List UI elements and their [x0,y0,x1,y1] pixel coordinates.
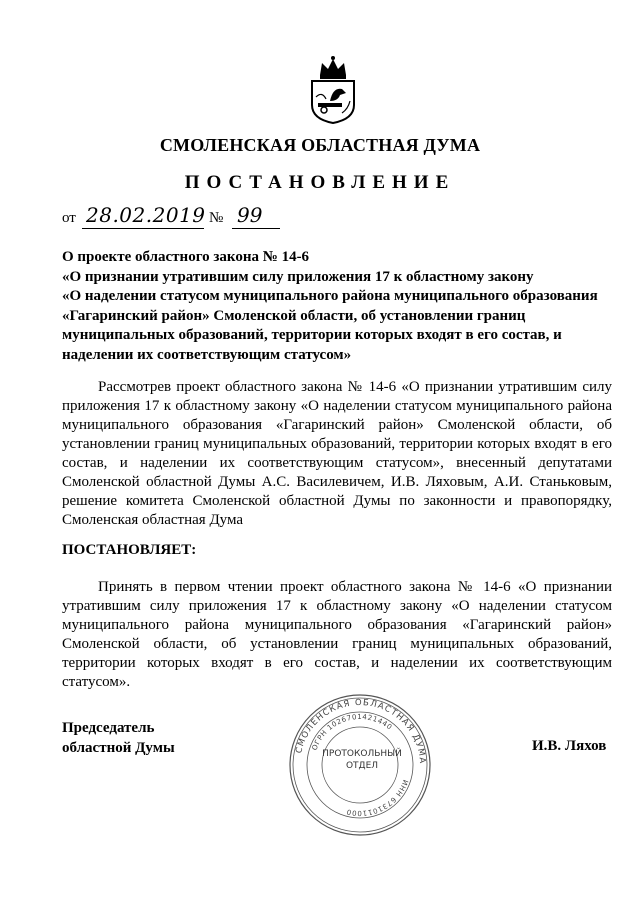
title-line: муниципальных образований, территории которых входят в его состав, и [62,327,562,344]
svg-text:ИНН 6731011000 [345,779,409,818]
signatory-name: И.В. Ляхов [532,738,607,754]
document-title [62,248,622,366]
document-type: ПОСТАНОВЛЕНИЕ [184,172,456,193]
signatory-position [62,718,175,758]
number-underline [232,228,280,229]
title-line: «О признании утратившим силу приложения 17 к областному закону [62,268,534,285]
stamp-ogrn: ОГРН 1026701421440 [310,712,394,752]
position-line: областной Думы [62,740,175,756]
title-line: «Гагаринский район» Смоленской области, об установлении границ [62,307,526,324]
title-line: наделении их соответствующим статусом» [62,346,352,363]
stamp-center-line: ОТДЕЛ [345,761,379,771]
dateline [62,203,302,227]
handwritten-number: 99 [237,203,263,227]
position-line: Председатель [62,720,155,736]
stamp-center-line: ПРОТОКОЛЬНЫЙ [322,749,402,759]
resolves-heading: ПОСТАНОВЛЯЕТ: [62,542,197,558]
title-line: «О наделении статусом муниципального района муниципального образования [62,288,598,305]
handwritten-date: 28.02.2019 [86,203,206,227]
preamble-paragraph: Рассмотрев проект областного закона № 14-6 «О признании утратившим силу приложения 17 к областному закону «О наделении статусом муниципального района муниципального образования «Гагаринский район» Смоленской области, об установлении границ муниципальных образований, территории которых входят в его состав, и наделении их соответствующим статусом», внесенный депутатами Смоленской областной Думы А.С. Василевичем, И.В. Ляховым, А.И. Станьковым, решение комитета Смоленской областной Думы по законности и правопорядку, Смоленская областная Дума [62,379,612,528]
stamp-inn: ИНН 6731011000 [345,778,410,818]
coat-of-arms-icon [302,55,364,125]
number-sign: № [209,210,224,226]
organization-name: СМОЛЕНСКАЯ ОБЛАСТНАЯ ДУМА [159,135,481,155]
date-underline [82,228,204,229]
resolution-paragraph: Принять в первом чтении проект областного закона № 14-6 «О признании утратившим силу приложения 17 к областному закону «О наделении статусом муниципального района муниципального образования «Гагаринский район» Смоленской области, об установлении границ муниципальных образований, территории которых входят в его состав, и наделении их соответствующим статусом». [62,579,612,690]
date-prefix: от [62,210,76,226]
stamp-outer-text: СМОЛЕНСКАЯ ОБЛАСТНАЯ ДУМА [294,697,428,765]
stamp-center [322,748,402,778]
title-line: О проекте областного закона № 14-6 [62,249,310,265]
